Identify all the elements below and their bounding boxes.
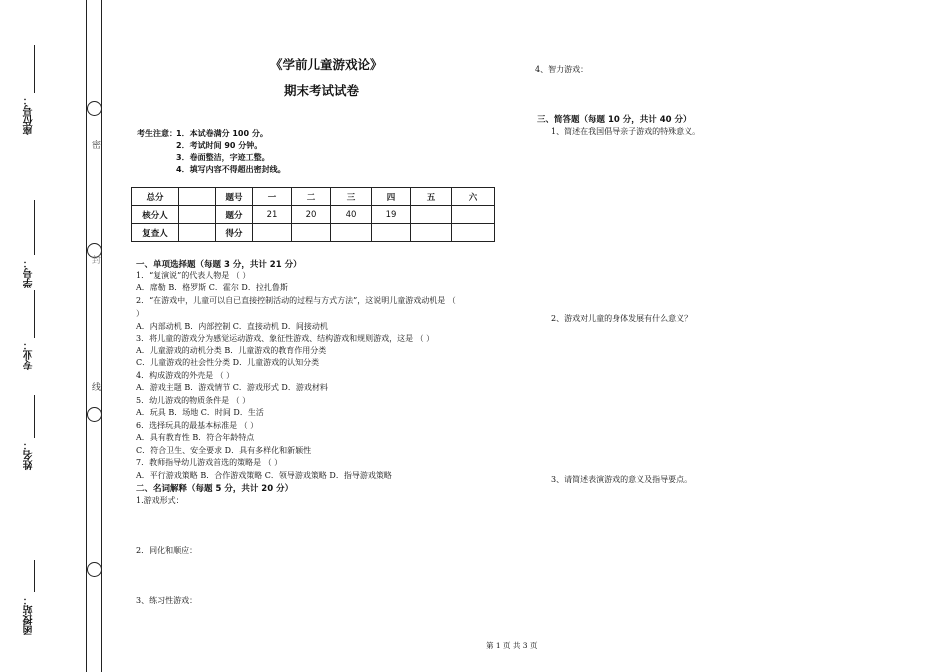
score-cell[interactable] xyxy=(253,224,292,242)
notice-item-3: 3．卷面整洁，字迹工整。 xyxy=(176,153,270,162)
score-cell: 四 xyxy=(372,188,411,206)
notice-item-2: 2．考试时间 90 分钟。 xyxy=(176,141,263,150)
score-cell: 总分 xyxy=(132,188,179,206)
score-cell[interactable] xyxy=(452,224,495,242)
seal-char-xian: 线 xyxy=(92,383,102,393)
section3-heading: 三、简答题（每题 10 分，共计 40 分） xyxy=(537,115,692,125)
major-field[interactable] xyxy=(34,290,35,338)
term-item-4: 4、智力游戏： xyxy=(535,65,589,74)
page-number: 第 1 页 共 3 页 xyxy=(486,641,538,650)
question-line: 6．选择玩具的最基本标准是 （ ） xyxy=(136,421,259,430)
term-item-3: 3、练习性游戏： xyxy=(136,596,198,605)
question-line: 2．“在游戏中，儿童可以自已直接控制活动的过程与方式方法”，这说明儿童游戏动机是 （ xyxy=(136,296,456,305)
score-cell: 五 xyxy=(411,188,452,206)
term-item-2: 2．同化和顺应： xyxy=(136,546,198,555)
notice-label: 考生注意： xyxy=(137,129,177,138)
question-line: C．符合卫生、安全要求 D．具有多样化和新颖性 xyxy=(136,446,312,455)
score-cell: 19 xyxy=(372,206,411,224)
binding-hole-3 xyxy=(87,407,102,422)
short-answer-2: 2、游戏对儿童的身体发展有什么意义？ xyxy=(551,314,693,323)
notice-item-4: 4．填写内容不得超出密封线。 xyxy=(176,165,286,174)
question-line: C．儿童游戏的社会性分类 D．儿童游戏的认知分类 xyxy=(136,358,320,367)
score-cell: 20 xyxy=(292,206,331,224)
score-cell[interactable] xyxy=(411,224,452,242)
section2-heading: 二、名词解释（每题 5 分，共计 20 分） xyxy=(136,484,294,494)
score-cell: 三 xyxy=(331,188,372,206)
student-id-field[interactable] xyxy=(34,200,35,255)
question-line: A．儿童游戏的动机分类 B．儿童游戏的教育作用分类 xyxy=(136,346,327,355)
seal-char-feng: 封 xyxy=(92,256,102,266)
score-cell[interactable] xyxy=(179,224,216,242)
term-item-1: 1.游戏形式： xyxy=(136,496,184,505)
question-line: ） xyxy=(136,309,144,318)
score-cell xyxy=(411,206,452,224)
score-cell[interactable] xyxy=(179,206,216,224)
score-cell: 40 xyxy=(331,206,372,224)
binding-hole-1 xyxy=(87,101,102,116)
score-cell: 核分人 xyxy=(132,206,179,224)
name-field[interactable] xyxy=(34,395,35,438)
section1-heading: 一、单项选择题（每题 3 分，共计 21 分） xyxy=(136,260,302,270)
seat-number-label: 座位号： xyxy=(24,95,35,135)
question-line: 5．幼儿游戏的物质条件是 （ ） xyxy=(136,396,251,405)
binding-hole-4 xyxy=(87,562,102,577)
score-table xyxy=(131,187,495,242)
short-answer-3: 3、请简述表演游戏的意义及指导要点。 xyxy=(551,475,693,484)
seal-char-mi: 密 xyxy=(92,141,102,151)
notice-item-1: 1．本试卷满分 100 分。 xyxy=(176,129,268,138)
score-table-row-points xyxy=(132,206,495,224)
score-cell[interactable] xyxy=(372,224,411,242)
correspondence-station-field[interactable] xyxy=(34,560,35,592)
score-cell: 一 xyxy=(253,188,292,206)
question-line: A．游戏主题 B．游戏情节 C．游戏形式 D．游戏材料 xyxy=(136,383,328,392)
seat-number-field[interactable] xyxy=(34,45,35,93)
course-title: 《学前儿童游戏论》 xyxy=(270,57,383,72)
exam-title: 期末考试试卷 xyxy=(284,83,360,98)
score-cell: 得分 xyxy=(216,224,253,242)
score-cell: 题号 xyxy=(216,188,253,206)
question-line: A．内部动机 B．内部控制 C．直接动机 D．间接动机 xyxy=(136,322,328,331)
question-line: 3．将儿童的游戏分为感觉运动游戏、象征性游戏、结构游戏和规则游戏，这是 （ ） xyxy=(136,334,435,343)
score-cell: 六 xyxy=(452,188,495,206)
score-cell[interactable] xyxy=(331,224,372,242)
score-cell: 复查人 xyxy=(132,224,179,242)
score-cell: 21 xyxy=(253,206,292,224)
score-cell: 题分 xyxy=(216,206,253,224)
question-line: A．席勒 B．格罗斯 C．霍尔 D．拉扎鲁斯 xyxy=(136,283,288,292)
score-cell xyxy=(452,206,495,224)
score-table-row-score xyxy=(132,224,495,242)
question-line: 4．构成游戏的外壳是 （ ） xyxy=(136,371,235,380)
question-line: A．平行游戏策略 B．合作游戏策略 C．领导游戏策略 D．指导游戏策略 xyxy=(136,471,392,480)
short-answer-1: 1、简述在我国倡导亲子游戏的特殊意义。 xyxy=(551,127,701,136)
score-cell: 二 xyxy=(292,188,331,206)
score-table-row-header xyxy=(132,188,495,206)
name-label: 姓名： xyxy=(24,440,35,470)
score-cell[interactable] xyxy=(292,224,331,242)
question-line: 1．“复演说”的代表人物是 （ ） xyxy=(136,271,251,280)
score-cell[interactable] xyxy=(179,188,216,206)
question-line: 7．教师指导幼儿游戏首选的策略是 （ ） xyxy=(136,458,283,467)
question-line: A．具有教育性 B．符合年龄特点 xyxy=(136,433,255,442)
student-id-label: 学号： xyxy=(24,258,35,288)
major-label: 专业： xyxy=(24,340,35,370)
question-line: A．玩具 B．场地 C．时间 D．生活 xyxy=(136,408,264,417)
correspondence-station-label: 函授站： xyxy=(24,595,35,635)
